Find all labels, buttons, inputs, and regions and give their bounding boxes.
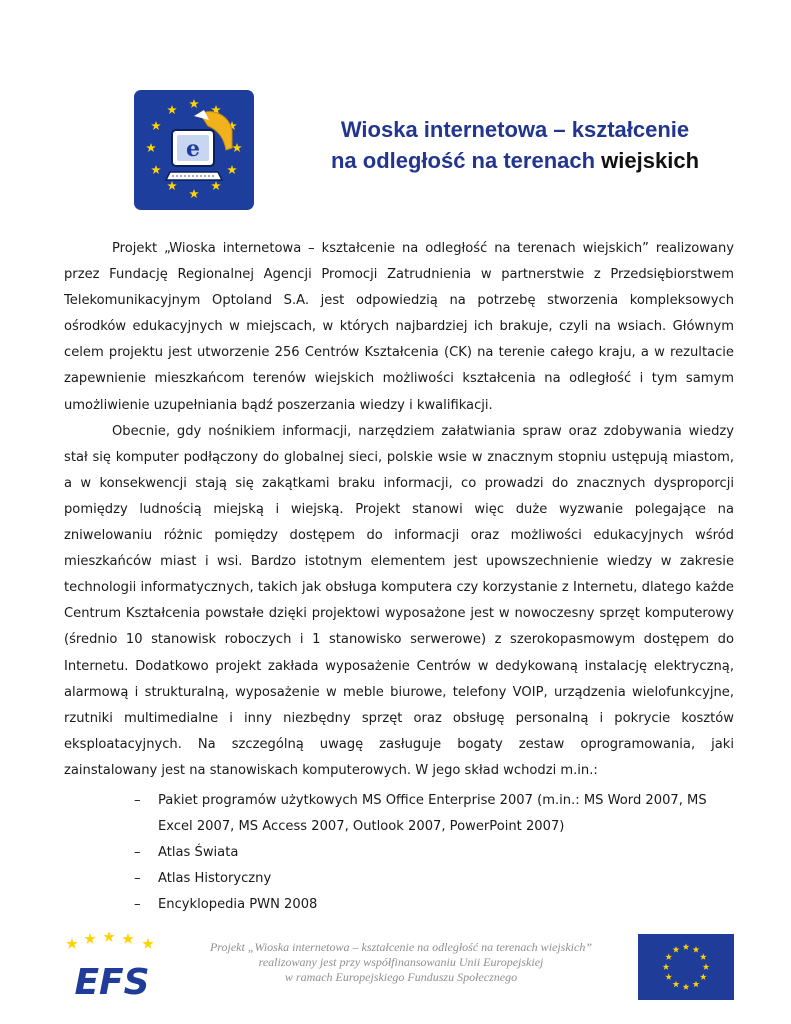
efs-logo-text: EFS [74, 962, 150, 1000]
title-line-1: Wioska internetowa – kształcenie [340, 117, 690, 142]
title-line-2-dark: wiejskich [601, 148, 700, 173]
software-list [134, 788, 734, 918]
wioska-internetowa-logo-icon [134, 90, 254, 210]
eu-flag [638, 934, 734, 1000]
title-line-2 [280, 145, 750, 176]
bullet-dash: – [134, 793, 141, 808]
eu-flag-icon [638, 934, 734, 1000]
list-item-text: Encyklopedia PWN 2008 [158, 897, 318, 913]
bullet-dash: – [134, 871, 141, 887]
list-item [134, 788, 734, 840]
footer-line-1: Projekt „Wioska internetowa – kształcenie na odległość na terenach wiejskich” [209, 940, 593, 954]
efs-logo [60, 930, 164, 1000]
list-item [134, 866, 734, 892]
list-item-text: Atlas Historyczny [158, 871, 272, 887]
bullet-dash: – [134, 845, 141, 861]
paragraph-2: Obecnie, gdy nośnikiem informacji, narzędziem załatwiania spraw oraz zdobywania wiedzy stał się komputer podłączony do globalnej sieci, polskie wsie w znacznym stopniu ustępują miastom, a w konsekwencji stają się zakątkami braku informacji, co prowadzi do znacznych dysproporcji pomiędzy ludnością miejską i wiejską. Projekt stanowi więc duże wyzwanie polegające na zniwelowaniu różnic pomiędzy dostępem do informacji oraz możliwości edukacyjnych wśród mieszkańców miast i wsi. Bardzo istotnym elementem jest upowszechnienie wiedzy w zakresie technologii informatycznych, takich jak obsługa komputera czy korzystanie z Internetu, dlatego każde Centrum Kształcenia powstałe dzięki projektowi wyposażone jest w nowoczesny sprzęt komputerowy (średnio 10 stanowisk roboczych i 1 stanowisko serwerowe) z szerokopasmowym dostępem do Internetu. Dodatkowo projekt zakłada wyposażenie Centrów w dedykowaną instalację elektryczną, alarmową i strukturalną, wyposażenie w meble biurowe, telefony VOIP, urządzenia wielofunkcyjne, rzutniki multimedialne i inny niezbędny sprzęt oraz obsługę personalną i pokrycie kosztów eksploatacyjnych. Na szczególną uwagę zasługuje bogaty zestaw oprogramowania, jaki zainstalowany jest na stanowiskach komputerowych. W jego skład wchodzi m.in.: [64, 423, 734, 778]
title-line-2-blue: na odległość na terenach [330, 148, 596, 173]
paragraph-1: Projekt „Wioska internetowa – kształcenie na odległość na terenach wiejskich” realizowany przez Fundację Regionalnej Agencji Promocji Zatrudnienia w partnerstwie z Przedsiębiorstwem Telekomunikacyjnym Optoland S.A. jest odpowiedzią na potrzebę stworzenia kompleksowych ośrodków edukacyjnych w miejscach, w których najbardziej ich brakuje, czyli na wsiach. Głównym celem projektu jest utworzenie 256 Centrów Kształcenia (CK) na terenie całego kraju, a w rezultacie zapewnienie mieszkańcom terenów wiejskich możliwości kształcenia na odległość i tym samym umożliwienie uzupełniania bądź poszerzania wiedzy i kwalifikacji. [64, 241, 734, 413]
footer-line-3: w ramach Europejskiego Funduszu Społecznego [284, 970, 518, 984]
project-logo [134, 90, 254, 210]
svg-text:e: e [186, 136, 200, 162]
efs-logo-icon [60, 930, 164, 1000]
document-body [64, 236, 734, 784]
footer-line-2: realizowany jest przy współfinansowaniu Unii Europejskiej [258, 955, 544, 969]
list-item [134, 840, 734, 866]
bullet-dash: – [134, 897, 141, 913]
list-item-text: Atlas Świata [158, 845, 239, 861]
footer-note [186, 940, 616, 985]
page-title [280, 114, 750, 176]
list-item-text: Pakiet programów użytkowych MS Office Enterprise 2007 (m.in.: MS Word 2007, MS Excel 2007, MS Access 2007, Outlook 2007, PowerPoint 2007) [158, 793, 707, 835]
list-item [134, 892, 734, 918]
